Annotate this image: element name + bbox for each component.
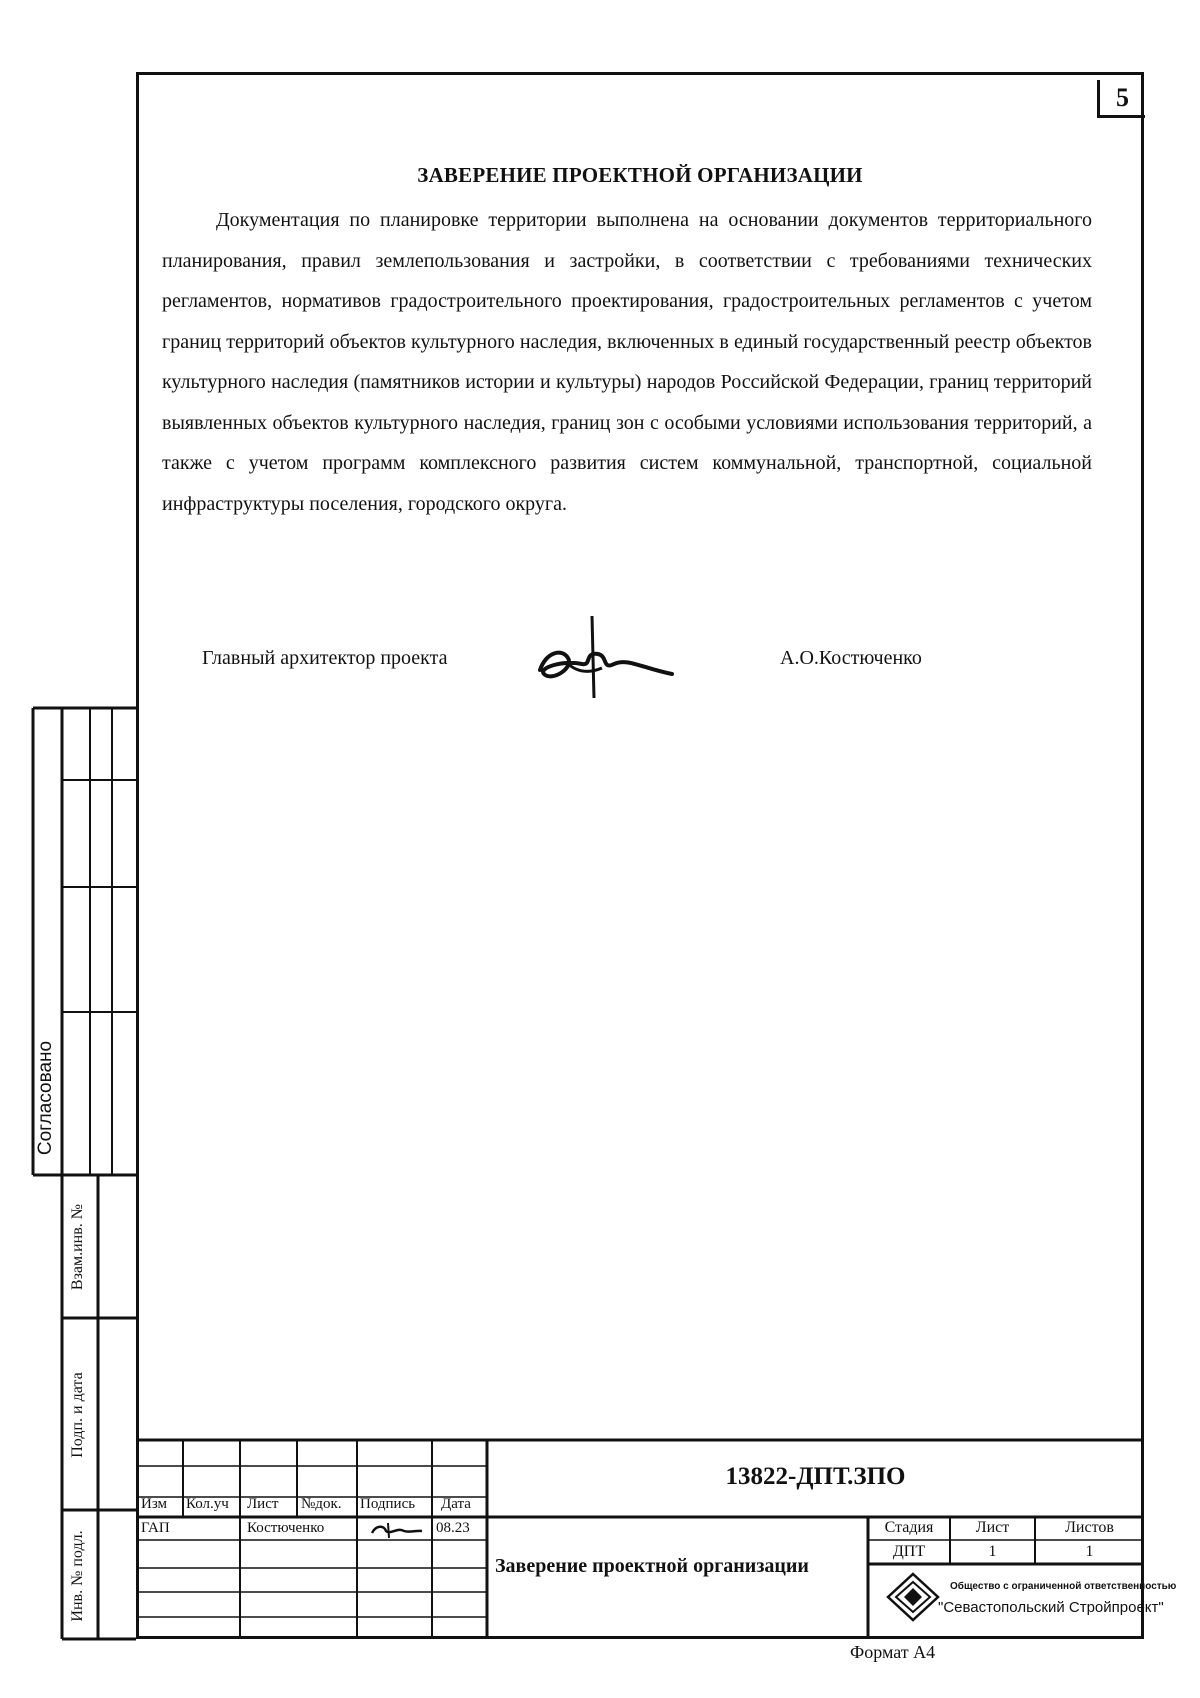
signer-name: А.О.Костюченко: [780, 647, 922, 669]
row-date: 08.23: [436, 1520, 470, 1536]
sheet-value: 1: [988, 1543, 997, 1560]
replace-inv-label: Взам.инв. №: [69, 1203, 86, 1291]
paragraph-text: Документация по планировке территории выполнена на основании документов территориального планирования, правил землепользования и застройки, в соответствии с требованиями технических регламентов, нормативов градостроительного проектирования, градостроительных регламентов с учетом границ территорий объектов культурного наследия, включенных в единый государственный реестр объектов культурного наследия (памятников истории и культуры) народов Российской Федерации, границ территорий выявленных объектов культурного наследия, границ зон с особыми условиями использования территорий, а также с учетом программ комплексного развития систем коммунальной, транспортной, социальной инфраструктуры поселения, городского округа.: [162, 209, 1092, 515]
header-signature: Подпись: [360, 1496, 416, 1512]
row-name: Костюченко: [247, 1520, 325, 1536]
signer-role: Главный архитектор проекта: [202, 647, 448, 669]
stage-header: Стадия: [884, 1519, 934, 1536]
sign-date-label: Подп. и дата: [69, 1372, 86, 1458]
header-qty: Кол.уч: [186, 1496, 229, 1512]
agreed-label: Согласовано: [35, 1040, 56, 1156]
header-change: Изм: [141, 1496, 168, 1512]
header-date: Дата: [441, 1496, 471, 1512]
format-label: Формат А4: [850, 1642, 936, 1662]
row-role: ГАП: [141, 1520, 170, 1536]
header-sheet: Лист: [247, 1496, 279, 1512]
company-line-2: "Севастопольский Стройпроект": [938, 1599, 1164, 1616]
header-doc-no: №док.: [301, 1496, 342, 1512]
document-title: ЗАВЕРЕНИЕ ПРОЕКТНОЙ ОРГАНИЗАЦИИ: [417, 163, 863, 187]
inv-orig-label: Инв. № подл.: [69, 1530, 86, 1622]
title-block-doc-title: Заверение проектной организации: [495, 1555, 809, 1577]
company-line-1: Общество с ограниченной ответственностью: [950, 1581, 1177, 1592]
stage-value: ДПТ: [892, 1543, 926, 1560]
row-signature-image: [368, 1521, 424, 1539]
document-code: 13822-ДПТ.ЗПО: [725, 1463, 906, 1490]
company-logo-icon: [886, 1572, 940, 1622]
sheet-header: Лист: [975, 1519, 1010, 1536]
sheets-header: Листов: [1065, 1519, 1114, 1536]
sheets-value: 1: [1085, 1543, 1094, 1560]
page-number: 5: [1097, 80, 1145, 118]
